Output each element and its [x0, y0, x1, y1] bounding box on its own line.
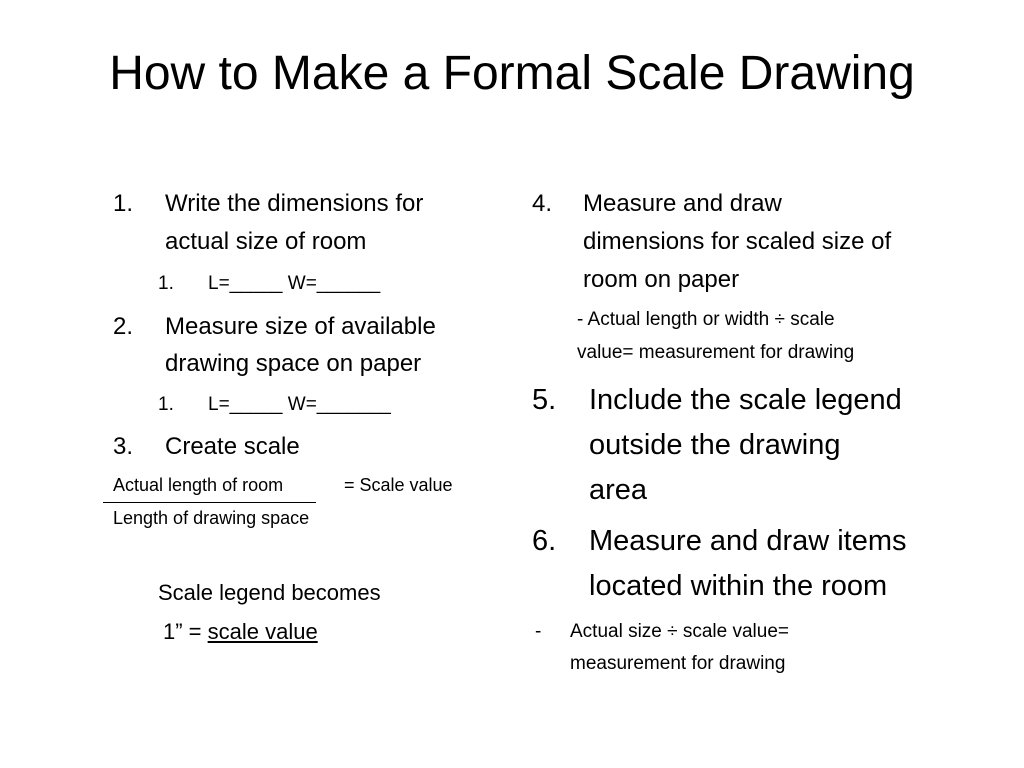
step-2-number: 2.: [113, 313, 134, 340]
step-1-sub-text: L=_____ W=______: [208, 273, 381, 294]
fraction-equals: = Scale value: [344, 475, 453, 495]
step-1-number: 1.: [113, 190, 134, 217]
step-5-number: 5.: [532, 384, 557, 416]
step-6-note-line-1: Actual size ÷ scale value=: [570, 621, 790, 642]
step-3-number: 3.: [113, 433, 134, 460]
step-4-line-1: Measure and draw: [583, 190, 782, 217]
step-3-text: Create scale: [165, 433, 300, 460]
step-2-line-1: Measure size of available: [165, 313, 436, 340]
step-6-line-1: Measure and draw items: [589, 525, 907, 557]
step-5-line-3: area: [589, 474, 648, 506]
slide-title: How to Make a Formal Scale Drawing: [109, 47, 915, 100]
step-4-line-3: room on paper: [583, 266, 740, 293]
step-6-line-2: located within the room: [589, 570, 888, 602]
fraction-denominator: Length of drawing space: [113, 508, 310, 528]
step-6-note-dash: -: [535, 621, 542, 642]
step-5-line-1: Include the scale legend: [589, 384, 902, 416]
step-4-line-2: dimensions for scaled size of: [583, 228, 892, 255]
step-4-number: 4.: [532, 190, 553, 217]
legend-intro: Scale legend becomes: [158, 580, 381, 605]
legend-formula: [163, 613, 318, 651]
step-5-line-2: outside the drawing: [589, 429, 841, 461]
step-2-sub-text: L=_____ W=_______: [208, 394, 391, 415]
fraction-numerator: Actual length of room: [113, 475, 284, 495]
step-2-line-2: drawing space on paper: [165, 350, 422, 377]
step-4-note-line-2: value= measurement for drawing: [577, 342, 855, 363]
step-1-line-2: actual size of room: [165, 228, 367, 255]
step-1-line-1: Write the dimensions for: [165, 190, 424, 217]
step-2-sub-number: 1.: [158, 394, 174, 415]
step-1-sub-number: 1.: [158, 273, 174, 294]
legend-prefix: 1” =: [163, 619, 208, 644]
step-6-note-line-2: measurement for drawing: [570, 653, 786, 674]
step-4-note-line-1: - Actual length or width ÷ scale: [577, 309, 835, 330]
step-6-number: 6.: [532, 525, 557, 557]
legend-value: scale value: [207, 619, 318, 644]
